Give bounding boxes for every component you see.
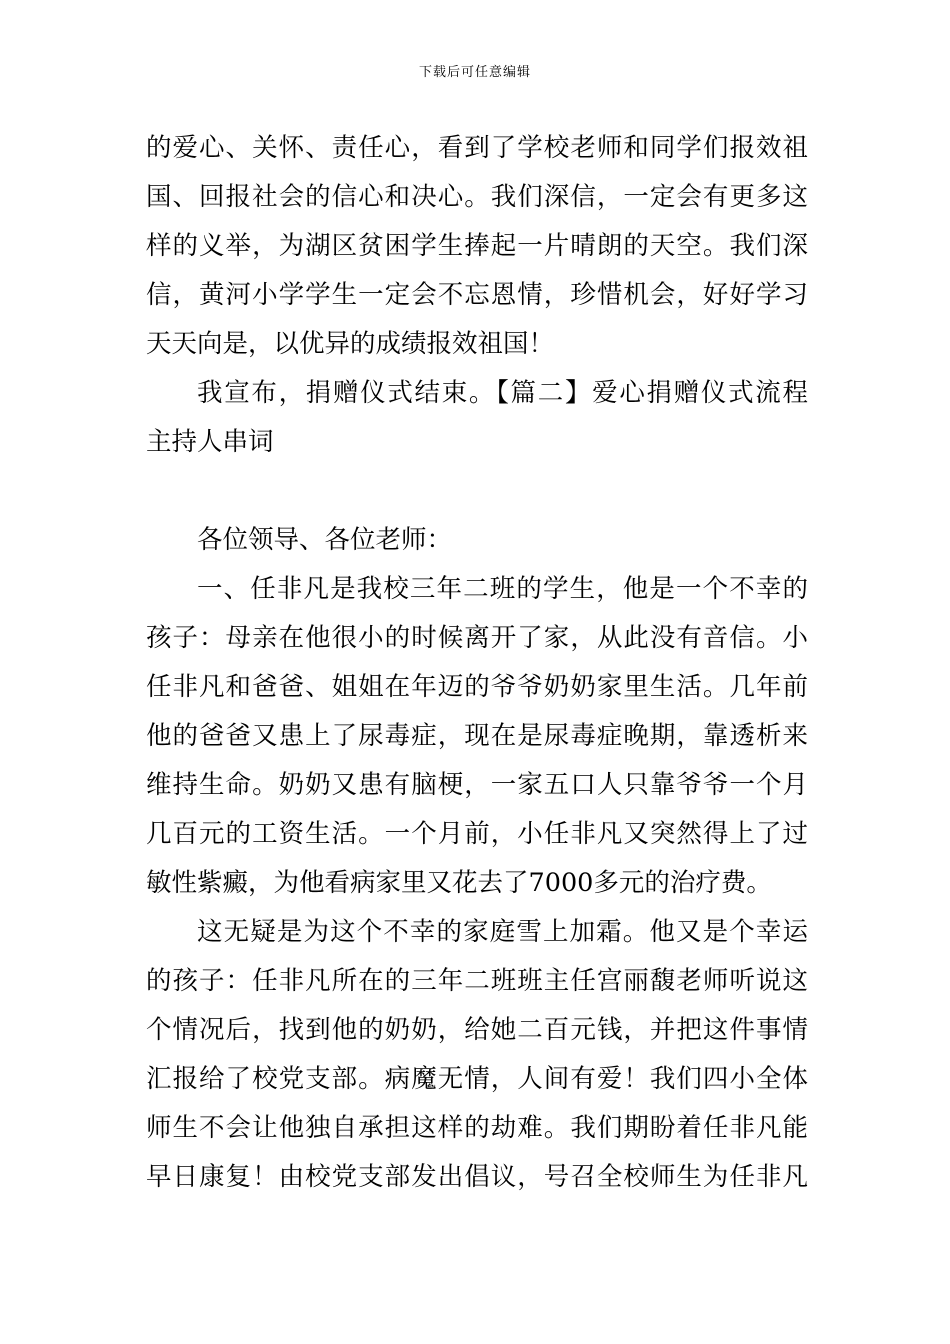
page-header-note: 下载后可任意编辑: [418, 65, 531, 80]
salutation: 各位领导、各位老师：: [197, 525, 453, 555]
text-line: 一、任非凡是我校三年二班的学生，他是一个不幸的: [197, 574, 808, 604]
text-line: 这无疑是为这个不幸的家庭雪上加霜。他又是个幸运: [197, 917, 808, 947]
paragraph-gap: [146, 467, 808, 516]
text-line: 他的爸爸又患上了尿毒症，现在是尿毒症晚期，靠透析来: [146, 721, 808, 751]
text-line: 维持生命。奶奶又患有脑梗，一家五口人只靠爷爷一个月: [146, 770, 808, 800]
text-line: 几百元的工资生活。一个月前，小任非凡又突然得上了过: [146, 819, 808, 849]
text-line: 孩子：母亲在他很小的时候离开了家，从此没有音信。小: [146, 623, 808, 653]
text-line: 汇报给了校党支部。病魔无情，人间有爱！我们四小全体: [146, 1064, 808, 1094]
text-line: 我宣布，捐赠仪式结束。【篇二】爱心捐赠仪式流程: [197, 378, 808, 408]
text-line: 信，黄河小学学生一定会不忘恩情，珍惜机会，好好学习: [146, 280, 808, 310]
text-line: 个情况后，找到他的奶奶，给她二百元钱，并把这件事情: [146, 1015, 808, 1045]
text-line: 任非凡和爸爸、姐姐在年迈的爷爷奶奶家里生活。几年前: [146, 672, 808, 702]
text-line: 敏性紫癜，为他看病家里又花去了7000多元的治疗费。: [146, 868, 772, 898]
document-body: [146, 124, 808, 1202]
text-line: 样的义举，为湖区贫困学生捧起一片晴朗的天空。我们深: [146, 231, 808, 261]
text-line: 天天向是，以优异的成绩报效祖国！: [146, 329, 555, 359]
text-line: 的孩子：任非凡所在的三年二班班主任宫丽馥老师听说这: [146, 966, 808, 996]
text-line: 早日康复！由校党支部发出倡议，号召全校师生为任非凡: [146, 1162, 808, 1192]
text-line: 的爱心、关怀、责任心，看到了学校老师和同学们报效祖: [146, 133, 808, 163]
text-line: 师生不会让他独自承担这样的劫难。我们期盼着任非凡能: [146, 1113, 808, 1143]
text-line: 国、回报社会的信心和决心。我们深信，一定会有更多这: [146, 182, 808, 212]
text-line: 主持人串词: [146, 427, 274, 457]
